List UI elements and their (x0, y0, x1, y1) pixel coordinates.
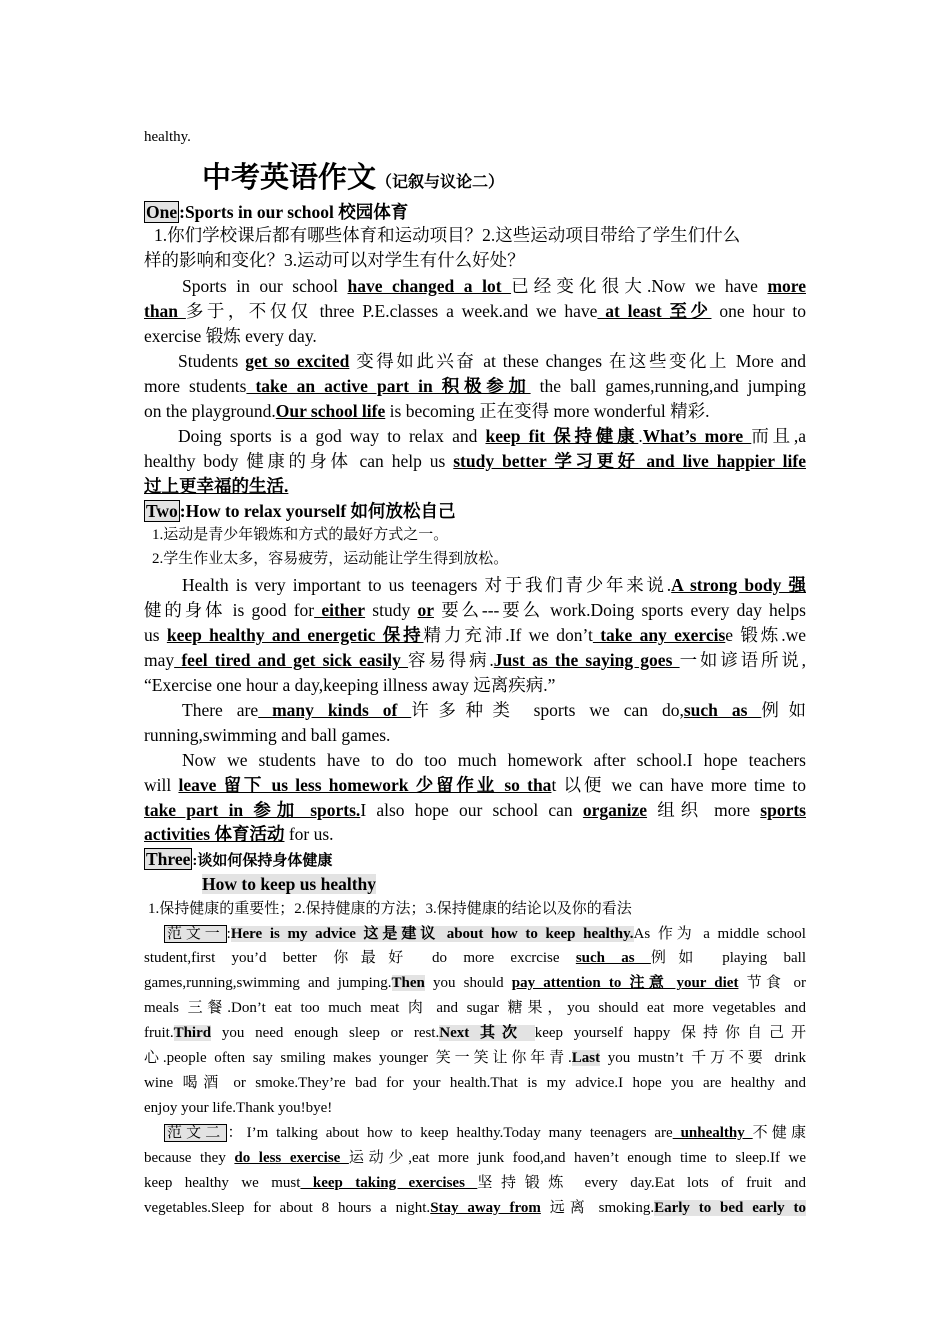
t: vegetables.Sleep for about 8 hours a night. (144, 1200, 431, 1216)
example-label: 范文一 (164, 925, 227, 943)
t: Last (571, 1050, 601, 1066)
s1-line-2 (144, 299, 806, 324)
t: one hour to (711, 301, 806, 321)
s1-line-8 (144, 449, 806, 474)
title-sub: （记叙与议论二） (376, 172, 505, 191)
s3-subheading (144, 872, 864, 897)
t: Our school life (275, 401, 386, 421)
t: you should (424, 975, 512, 991)
t: take any exercis (592, 625, 726, 645)
t: keep healthy we must (144, 1175, 301, 1191)
t: us (144, 625, 167, 645)
t: I also hope our school can (360, 800, 583, 820)
t: take part in 参加 sports. (144, 800, 361, 820)
t: 变得如此兴奋 at these changes 在这些变化上 More and (349, 351, 806, 371)
t: 运动少,eat more junk food,and haven’t enough time to sleep.If we (348, 1150, 807, 1166)
s2-line-4 (144, 648, 806, 673)
t: either (314, 600, 366, 620)
ex2-line-4 (144, 1196, 806, 1221)
s2-line-2 (144, 598, 806, 623)
s1-line-1 (144, 274, 806, 299)
ex2-line-3 (144, 1171, 806, 1196)
s2-point-2: 2.学生作业太多，容易疲劳，运动能让学生得到放松。 (152, 551, 509, 567)
t: organize (582, 800, 648, 820)
t: 例如 playing ball (650, 950, 806, 966)
s2-line-11 (144, 822, 806, 847)
t: because they (144, 1150, 235, 1166)
t: unhealthy (672, 1125, 753, 1141)
t: 要么---要么 work.Doing sports every day helps (433, 600, 806, 620)
t: : (226, 926, 231, 942)
t: 多于，不仅仅 three P.E.classes a week.and we have (185, 301, 598, 321)
t: student,first you’d better 你最好 do more excrcise (144, 950, 576, 966)
t: do less exercise (234, 1150, 349, 1166)
s2-line-1 (144, 573, 806, 598)
s1-line-7 (144, 424, 806, 449)
section-heading-text: :谈如何保持身体健康 (192, 853, 333, 869)
t: or (417, 600, 434, 620)
t: e 锻炼.we (725, 625, 806, 645)
t: feel tired and get sick easily (174, 650, 409, 670)
t: more students (144, 376, 247, 396)
t: at least 至少 (597, 301, 712, 321)
section-label: Three (146, 849, 191, 869)
t: What’s more (642, 426, 752, 446)
t: Then (391, 975, 425, 991)
t: than (144, 301, 186, 321)
ex1-line-6 (144, 1046, 806, 1071)
s2-line-7: running,swimming and ball games. (144, 725, 391, 745)
t: pay attention to 注意 your diet (511, 975, 739, 991)
section-three-heading (144, 847, 806, 874)
t: keep healthy and energetic 保持 (166, 625, 424, 645)
t: on the playground. (144, 401, 276, 421)
t: 而且,a (751, 426, 806, 446)
t: 健的身体 is good for (144, 600, 315, 620)
t: 组织 more (647, 800, 761, 820)
ex2-line-1 (144, 1121, 806, 1146)
t: Here is my advice 这是建议 about how to keep healthy. (230, 926, 634, 942)
t: There are (182, 700, 259, 720)
t: games,running,swimming and jumping. (144, 975, 392, 991)
ex1-line-7: wine 喝酒 or smoke.They’re bad for your health.That is my advice.I hope you are healthy and (144, 1075, 806, 1091)
s1-line-9: 过上更幸福的生活. (144, 476, 289, 496)
t: more (767, 276, 806, 296)
t: Doing sports is a god way to relax and (178, 426, 486, 446)
t: keep fit 保持健康 (485, 426, 639, 446)
s2-point-1: 1.运动是青少年锻炼和方式的最好方式之一。 (152, 527, 449, 543)
s2-line-8: Now we students have to do too much homework after school.I hope teachers (182, 750, 806, 770)
t: 例如 (761, 700, 807, 720)
ex1-line-2 (144, 946, 806, 971)
t: keep taking exercises (300, 1175, 478, 1191)
subheading-text: How to keep us healthy (202, 874, 377, 894)
t: Health is very important to us teenagers 对于我们青少年来说. (182, 575, 672, 595)
t: healthy body 健康的身体 can help us (144, 451, 454, 471)
s1-line-4 (144, 349, 806, 374)
t: will (144, 775, 179, 795)
t: for us. (284, 824, 334, 844)
t: As 作为 a middle school (633, 926, 806, 942)
t: have changed a lot (347, 276, 512, 296)
section-one-heading (144, 200, 806, 225)
t: Next 其次 (439, 1025, 535, 1041)
page-title (202, 155, 504, 196)
t: Students (178, 351, 246, 371)
t: fruit. (144, 1025, 174, 1041)
ex1-line-5 (144, 1021, 806, 1046)
t: t 以便 we can have more time to (551, 775, 806, 795)
title-main: 中考英语作文 (202, 160, 377, 194)
t: get so excited (245, 351, 350, 371)
ex1-line-8: enjoy your life.Thank you!bye! (144, 1100, 333, 1116)
section-label: One (146, 202, 178, 222)
ex1-line-1 (144, 922, 806, 947)
ex1-line-4: meals 三餐.Don’t eat too much meat 肉 and sugar 糖果，you should eat more vegetables and (144, 1000, 806, 1016)
t: take an active part in 积极参加 (246, 376, 531, 396)
ex1-line-3 (144, 971, 806, 996)
t: 精力充沛.If we don’t (423, 625, 593, 645)
t: ：I’m talking about how to keep healthy.Today many teenagers are (227, 1125, 673, 1141)
ex2-line-2 (144, 1146, 806, 1171)
t: 一如谚语所说, (679, 650, 807, 670)
t: many kinds of (258, 700, 412, 720)
s2-line-10 (144, 798, 806, 823)
t: sports (760, 800, 806, 820)
s2-line-6 (144, 698, 806, 723)
s2-line-9 (144, 773, 806, 798)
t: may (144, 650, 175, 670)
t: 不健康 (752, 1125, 806, 1141)
t: such as (575, 950, 651, 966)
top-fragment: healthy. (144, 129, 191, 145)
t: study (365, 600, 418, 620)
t: 节食 or (738, 975, 807, 991)
t: leave 留下 us less homework 少留作业 so tha (178, 775, 552, 795)
s1-line-3: exercise 锻炼 every day. (144, 326, 317, 346)
t: 远离 smoking. (540, 1200, 655, 1216)
t: 许多种类 sports we can do, (411, 700, 684, 720)
t: the ball games,running,and jumping (530, 376, 807, 396)
t: Stay away from (430, 1200, 541, 1216)
s2-line-5: “Exercise one hour a day,keeping illness away 远离疾病.” (144, 675, 556, 695)
s3-points: 1.保持健康的重要性；2.保持健康的方法；3.保持健康的结论以及你的看法 (148, 901, 632, 917)
t: Third (173, 1025, 212, 1041)
t: activities 体育活动 (144, 824, 285, 844)
s1-question-2: 样的影响和变化？3.运动可以对学生有什么好处？ (144, 250, 525, 270)
section-heading-text: :How to relax yourself 如何放松自己 (179, 501, 456, 521)
t: Just as the saying goes (493, 650, 680, 670)
t: 已经变化很大.Now we have (511, 276, 768, 296)
t: 容易得病. (408, 650, 494, 670)
section-label: Two (146, 501, 178, 521)
s1-line-6 (144, 399, 806, 424)
t: such as (683, 700, 762, 720)
t: 心.people often say smiling makes younger 笑一笑让你年青. (144, 1050, 572, 1066)
section-two-heading (144, 499, 806, 524)
t: Early to bed early to (654, 1200, 806, 1216)
t: you need enough sleep or rest. (211, 1025, 440, 1041)
t: you mustn’t 千万不要 drink (600, 1050, 806, 1066)
t: A strong body 强 (671, 575, 806, 595)
t: keep yourself happy 保持你自己开 (534, 1025, 806, 1041)
s2-line-3 (144, 623, 806, 648)
section-heading-text: :Sports in our school 校园体育 (179, 202, 409, 222)
t: . (638, 426, 643, 446)
t: Sports in our school (182, 276, 348, 296)
t: study better 学习更好 and live happier life (453, 451, 806, 471)
s1-question-1: 1.你们学校课后都有哪些体育和运动项目？2.这些运动项目带给了学生们什么 (154, 225, 741, 245)
t: 坚持锻炼 every day.Eat lots of fruit and (477, 1175, 806, 1191)
s1-line-5 (144, 374, 806, 399)
example-label: 范文二 (164, 1124, 227, 1142)
t: is becoming 正在变得 more wonderful 精彩. (385, 401, 710, 421)
